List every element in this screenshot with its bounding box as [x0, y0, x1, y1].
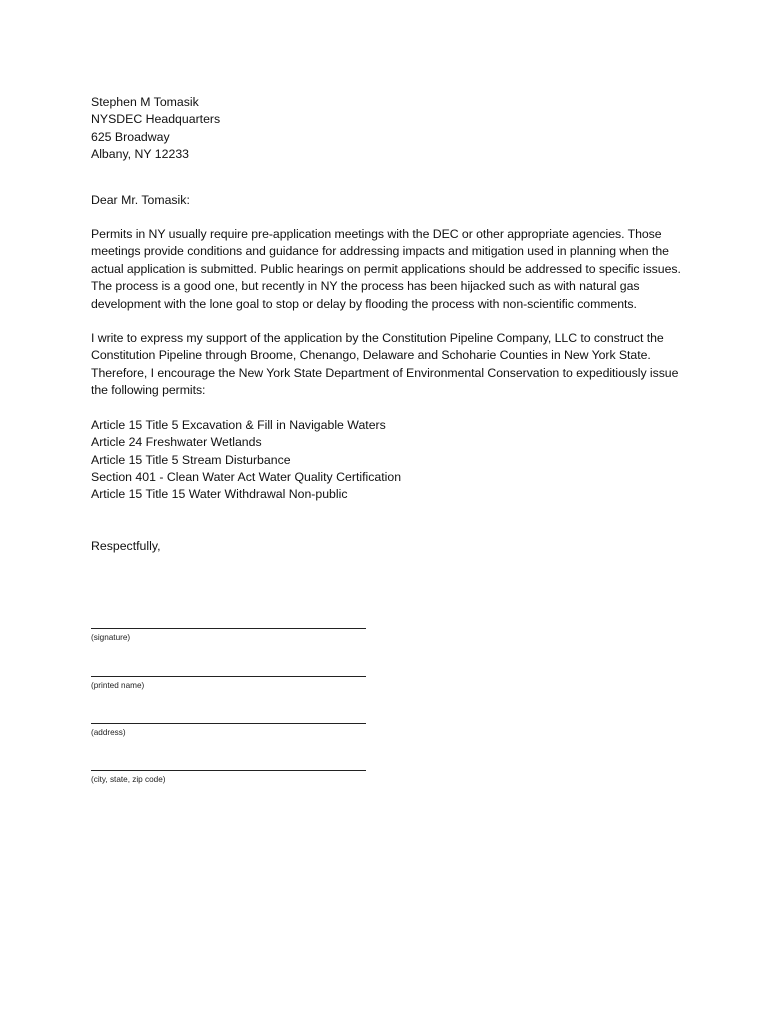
permit-list [91, 417, 691, 504]
signature-line [91, 628, 366, 629]
closing: Respectfully, [91, 538, 161, 553]
permit-item: Article 15 Title 15 Water Withdrawal Non-public [91, 487, 348, 502]
paragraph-support-statement: I write to express my support of the application by the Constitution Pipeline Company, LLC to construct the Constitution Pipeline through Broome, Chenango, Delaware and Schoharie Counties in New York State. Therefore, I encourage the New York State Department of Environmental Conservation to expeditiously issue the following permits: [91, 331, 679, 398]
recipient-organization: NYSDEC Headquarters [91, 112, 221, 127]
permit-item: Section 401 - Clean Water Act Water Quality Certification [91, 469, 402, 484]
printed-name-field[interactable] [91, 676, 366, 691]
signature-caption: (signature) [91, 633, 131, 642]
city-state-zip-field[interactable] [91, 770, 366, 785]
recipient-name: Stephen M Tomasik [91, 95, 199, 109]
paragraph-permit-process: Permits in NY usually require pre-application meetings with the DEC or other appropriate agencies. Those meetings provide conditions and guidance for addressing impacts and mitigation used in planning when the actual application is submitted. Public hearings on permit applications should be addressed to specific issues. The process is a good one, but recently in NY the process has been hijacked such as with natural gas development with the lone goal to stop or delay by flooding the process with non-scientific comments. [91, 227, 681, 311]
address-line [91, 723, 366, 724]
recipient-street: 625 Broadway [91, 129, 170, 144]
permit-item: Article 15 Title 5 Stream Disturbance [91, 452, 291, 467]
signature-field[interactable] [91, 628, 366, 643]
permit-item: Article 24 Freshwater Wetlands [91, 435, 262, 450]
permit-item: Article 15 Title 5 Excavation & Fill in Navigable Waters [91, 417, 386, 432]
address-caption: (address) [91, 728, 126, 737]
printed-name-caption: (printed name) [91, 681, 145, 690]
letter-body [91, 94, 691, 555]
city-state-zip-line [91, 770, 366, 771]
printed-name-line [91, 676, 366, 677]
recipient-city-state-zip: Albany, NY 12233 [91, 147, 189, 162]
address-field[interactable] [91, 723, 366, 738]
salutation: Dear Mr. Tomasik: [91, 192, 190, 207]
recipient-address-block [91, 94, 691, 164]
city-state-zip-caption: (city, state, zip code) [91, 775, 166, 784]
